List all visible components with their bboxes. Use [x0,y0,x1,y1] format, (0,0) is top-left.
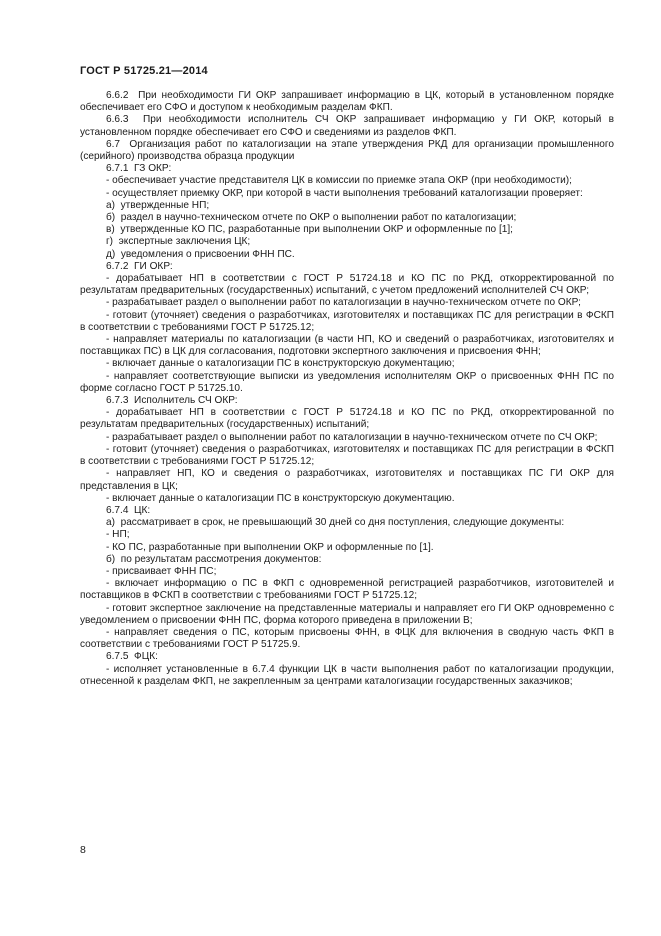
paragraph: - НП; [106,529,130,541]
paragraph: б) раздел в научно-техническом отчете по ОКР о выполнении работ по каталогизации; [106,212,517,224]
paragraph: в) утвержденные КО ПС, разработанные при выполнении ОКР и оформленные по [1]; [106,224,513,236]
paragraph: а) утвержденные НП; [106,199,210,211]
paragraph: а) рассматривает в срок, не превышающий 30 дней со дня поступления, следующие документы: [106,517,565,529]
paragraph: 6.7.5 ФЦК: [106,651,158,663]
paragraph: - включает данные о каталогизации ПС в конструкторскую документацию; [106,358,455,370]
paragraph: 6.7.4 ЦК: [106,504,151,516]
paragraph: г) экспертные заключения ЦК; [106,236,251,248]
paragraph: - КО ПС, разработанные при выполнении ОКР и оформленные по [1]. [106,541,434,553]
paragraph: - включает информацию о ПС в ФКП с одновременной регистрацией разработчиков, изготовителей и поставщиков в ФСКП в соответствии с требованиями ГОСТ Р 51725.12; [80,578,617,602]
paragraph: д) уведомления о присвоении ФНН ПС. [106,248,295,260]
paragraph: - включает данные о каталогизации ПС в конструкторскую документацию. [106,492,455,504]
paragraph: 6.7.1 ГЗ ОКР: [106,163,172,175]
paragraph: - разрабатывает раздел о выполнении работ по каталогизации в научно-техническом отчете по СЧ ОКР; [106,431,598,443]
page-number: 8 [80,844,86,856]
paragraph: - готовит (уточняет) сведения о разработчиках, изготовителях и поставщиках ПС для регистрации в ФСКП в соответствии с требованиями ГОСТ Р 51725.12; [80,309,617,333]
paragraph: - разрабатывает раздел о выполнении работ по каталогизации в научно-техническом отчете по ОКР; [106,297,581,309]
paragraph: 6.6.3 При необходимости исполнитель СЧ ОКР запрашивает информацию у ГИ ОКР, который в установленном порядке обеспечивает его СФО и сведениями из разделов ФКП. [80,114,617,138]
paragraph: 6.6.2 При необходимости ГИ ОКР запрашивает информацию в ЦК, который в установленном порядке обеспечивает его СФО и доступом к необходимым разделам ФКП. [80,90,617,114]
paragraph: 6.7 Организация работ по каталогизации на этапе утверждения РКД для организации промышленного (серийного) производства образца продукции [80,138,617,163]
paragraph: 6.7.3 Исполнитель СЧ ОКР: [106,395,238,407]
paragraph: - готовит экспертное заключение на представленные материалы и направляет его ГИ ОКР одновременно с уведомлением о присвоении ФНН ПС, форма которого приведена в приложении В; [80,602,617,626]
paragraph: б) по результатам рассмотрения документов: [106,553,322,565]
paragraph: - направляет сведения о ПС, которым присвоены ФНН, в ФЦК для включения в сводную часть ФКП в соответствии с требованиями ГОСТ Р 51725.9. [80,626,617,651]
paragraph: - дорабатывает НП в соответствии с ГОСТ Р 51724.18 и КО ПС по РКД, откорректированной по результатам предварительных (государственных) испытаний; [80,407,617,431]
paragraph: - направляет НП, КО и сведения о разработчиках, изготовителях и поставщиках ПС ГИ ОКР для представления в ЦК; [80,468,617,492]
paragraph: - обеспечивает участие представителя ЦК в комиссии по приемке этапа ОКР (при необходимости); [106,175,572,187]
paragraph: - исполняет установленные в 6.7.4 функции ЦК в части выполнения работ по каталогизации продукции, отнесенной к разделам ФКП, не закрепленным за центрами каталогизации государственных заказчиков; [80,663,617,687]
document-header: ГОСТ Р 51725.21—2014 [80,65,208,77]
paragraph: - направляет соответствующие выписки из уведомления исполнителям ОКР о присвоенных ФНН ПС по форме согласно ГОСТ Р 51725.10. [80,370,617,394]
paragraph: - направляет материалы по каталогизации (в части НП, КО и сведений о разработчиках, изготовителях и поставщиках ПС) в ЦК для согласования, подготовки экспертного заключения и присвоения ФНН; [80,334,617,358]
paragraph: - присваивает ФНН ПС; [106,565,217,577]
paragraph: - осуществляет приемку ОКР, при которой в части выполнения требований каталогизации проверяет: [106,187,583,199]
paragraph: 6.7.2 ГИ ОКР: [106,260,173,272]
paragraph: - готовит (уточняет) сведения о разработчиках, изготовителях и поставщиках ПС для регистрации в ФСКП в соответствии с требованиями ГОСТ Р 51725.12; [80,443,617,468]
paragraph: - дорабатывает НП в соответствии с ГОСТ Р 51724.18 и КО ПС по РКД, откорректированной по результатам предварительных (государственных) испытаний, с учетом предложений исполнителей СЧ ОКР; [80,273,617,297]
document-body [80,90,617,688]
